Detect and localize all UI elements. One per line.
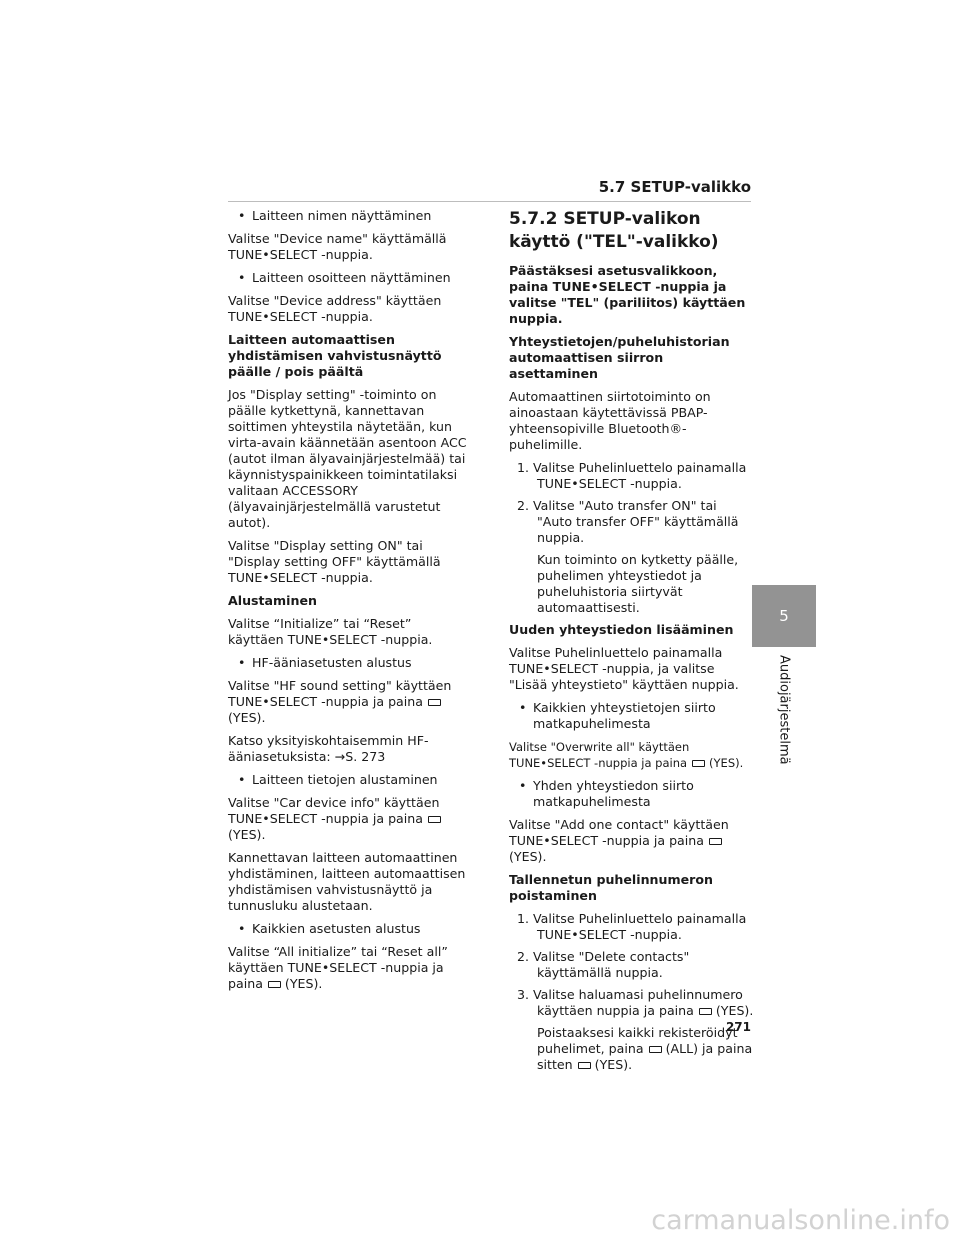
subheading: Alustaminen	[228, 593, 317, 608]
text-part: (YES).	[509, 849, 547, 864]
paragraph	[509, 739, 755, 771]
text-part: (YES).	[709, 756, 744, 770]
step-note: Kun toiminto on kytketty päälle, puhelimen yhteystiedot ja puheluhistoria siirtyvät automaattisesti.	[537, 552, 739, 615]
paragraph	[228, 944, 470, 992]
numbered-step	[517, 987, 755, 1019]
key-symbol-icon	[268, 981, 281, 988]
bullet-item: • Laitteen tietojen alustaminen	[228, 772, 470, 788]
numbered-step: 1. Valitse Puhelinluettelo painamalla TUNE•SELECT -nuppia.	[517, 460, 747, 491]
step-note	[537, 1025, 755, 1073]
paragraph: Jos "Display setting" -toiminto on päälle kytkettynä, kannettavan soittimen yhteystila näytetään, kun virta-avain käännetään asentoon ACC (autot ilman älyavainjärjestelmää) tai käynnistyspainikkeen toimintatilaksi valitaan ACCESSORY (älyavainjärjestelmällä varustetut autot).	[228, 387, 467, 530]
key-symbol-icon	[709, 838, 722, 845]
subheading: Uuden yhteystiedon lisääminen	[509, 622, 734, 637]
subheading: Laitteen automaattisen yhdistämisen vahvistusnäyttö päälle / pois päältä	[228, 332, 442, 379]
key-symbol-icon	[428, 816, 441, 823]
paragraph: Valitse Puhelinluettelo painamalla TUNE•SELECT -nuppia, ja valitse "Lisää yhteystieto" käyttäen nuppia.	[509, 645, 739, 692]
right-column-body	[509, 263, 755, 1073]
page-number: 271	[725, 1020, 751, 1034]
section-title: 5.7.2 SETUP-valikon käyttö ("TEL"-valikko)	[509, 209, 719, 252]
running-header: 5.7 SETUP-valikko	[598, 178, 751, 196]
text-part: (YES).	[228, 710, 266, 725]
text-part: Poistaaksesi kaikki rekisteröidyt puhelimet, paina	[537, 1025, 738, 1056]
bullet-item: • HF-ääniasetusten alustus	[228, 655, 470, 671]
paragraph: Valitse "Display setting ON" tai "Display setting OFF" käyttämällä TUNE•SELECT -nuppia.	[228, 538, 441, 585]
left-column	[228, 208, 470, 999]
paragraph	[509, 817, 755, 865]
key-symbol-icon	[692, 760, 705, 767]
chapter-tab: 5	[752, 585, 816, 647]
paragraph: Katso yksityiskohtaisemmin HF-ääniasetuksista: →S. 273	[228, 733, 429, 764]
text-part: Valitse "HF sound setting" käyttäen TUNE•SELECT -nuppia ja paina	[228, 678, 452, 709]
watermark: carmanualsonline.info	[651, 1205, 950, 1236]
header-rule	[228, 201, 751, 202]
key-symbol-icon	[578, 1062, 591, 1069]
paragraph: Valitse "Device name" käyttämällä TUNE•SELECT -nuppia.	[228, 231, 447, 262]
paragraph	[228, 678, 470, 726]
right-column	[509, 208, 755, 1079]
key-symbol-icon	[649, 1046, 662, 1053]
bullet-item: • Kaikkien asetusten alustus	[228, 921, 470, 937]
subheading: Päästäksesi asetusvalikkoon, paina TUNE•SELECT -nuppia ja valitse "TEL" (pariliitos) käyttäen nuppia.	[509, 263, 746, 326]
text-part: 3. Valitse haluamasi puhelinnumero käyttäen nuppia ja paina	[517, 987, 743, 1018]
subheading: Tallennetun puhelinnumeron poistaminen	[509, 872, 713, 903]
text-part: Valitse "Car device info" käyttäen TUNE•SELECT -nuppia ja paina	[228, 795, 440, 826]
text-part: (YES).	[594, 1057, 633, 1072]
key-symbol-icon	[428, 699, 441, 706]
bullet-item: • Laitteen nimen näyttäminen	[228, 208, 470, 224]
bullet-item: • Yhden yhteystiedon siirto matkapuhelimesta	[509, 778, 755, 810]
paragraph: Automaattinen siirtotoiminto on ainoastaan käytettävissä PBAP-yhteensopiville Bluetooth®-puhelimille.	[509, 389, 711, 452]
numbered-step: 2. Valitse "Auto transfer ON" tai "Auto transfer OFF" käyttämällä nuppia.	[517, 498, 739, 545]
paragraph: Valitse “Initialize” tai “Reset” käyttäen TUNE•SELECT -nuppia.	[228, 616, 433, 647]
text-part: (YES).	[284, 976, 323, 991]
paragraph: Kannettavan laitteen automaattinen yhdistäminen, laitteen automaattisen yhdistämisen vahvistusnäyttö ja tunnusluku alustetaan.	[228, 850, 466, 913]
paragraph	[228, 795, 470, 843]
paragraph: Valitse "Device address" käyttäen TUNE•SELECT -nuppia.	[228, 293, 442, 324]
text-part: (YES).	[228, 827, 266, 842]
numbered-step: 2. Valitse "Delete contacts" käyttämällä nuppia.	[517, 949, 690, 980]
text-part: Valitse "Overwrite all" käyttäen TUNE•SELECT -nuppia ja paina	[509, 740, 690, 770]
key-symbol-icon	[699, 1008, 712, 1015]
chapter-tab-label: Audiojärjestelmä	[776, 655, 792, 765]
text-part: (YES).	[715, 1003, 754, 1018]
text-part: Valitse “All initialize” tai “Reset all” käyttäen TUNE•SELECT -nuppia ja paina	[228, 944, 448, 991]
text-part: (ALL) ja paina sitten	[537, 1041, 753, 1072]
bullet-item: • Laitteen osoitteen näyttäminen	[228, 270, 470, 286]
bullet-item: • Kaikkien yhteystietojen siirto matkapuhelimesta	[509, 700, 755, 732]
numbered-step: 1. Valitse Puhelinluettelo painamalla TUNE•SELECT -nuppia.	[517, 911, 747, 942]
subheading: Yhteystietojen/puheluhistorian automaattisen siirron asettaminen	[509, 334, 730, 381]
text-part: Valitse "Add one contact" käyttäen TUNE•SELECT -nuppia ja paina	[509, 817, 729, 848]
